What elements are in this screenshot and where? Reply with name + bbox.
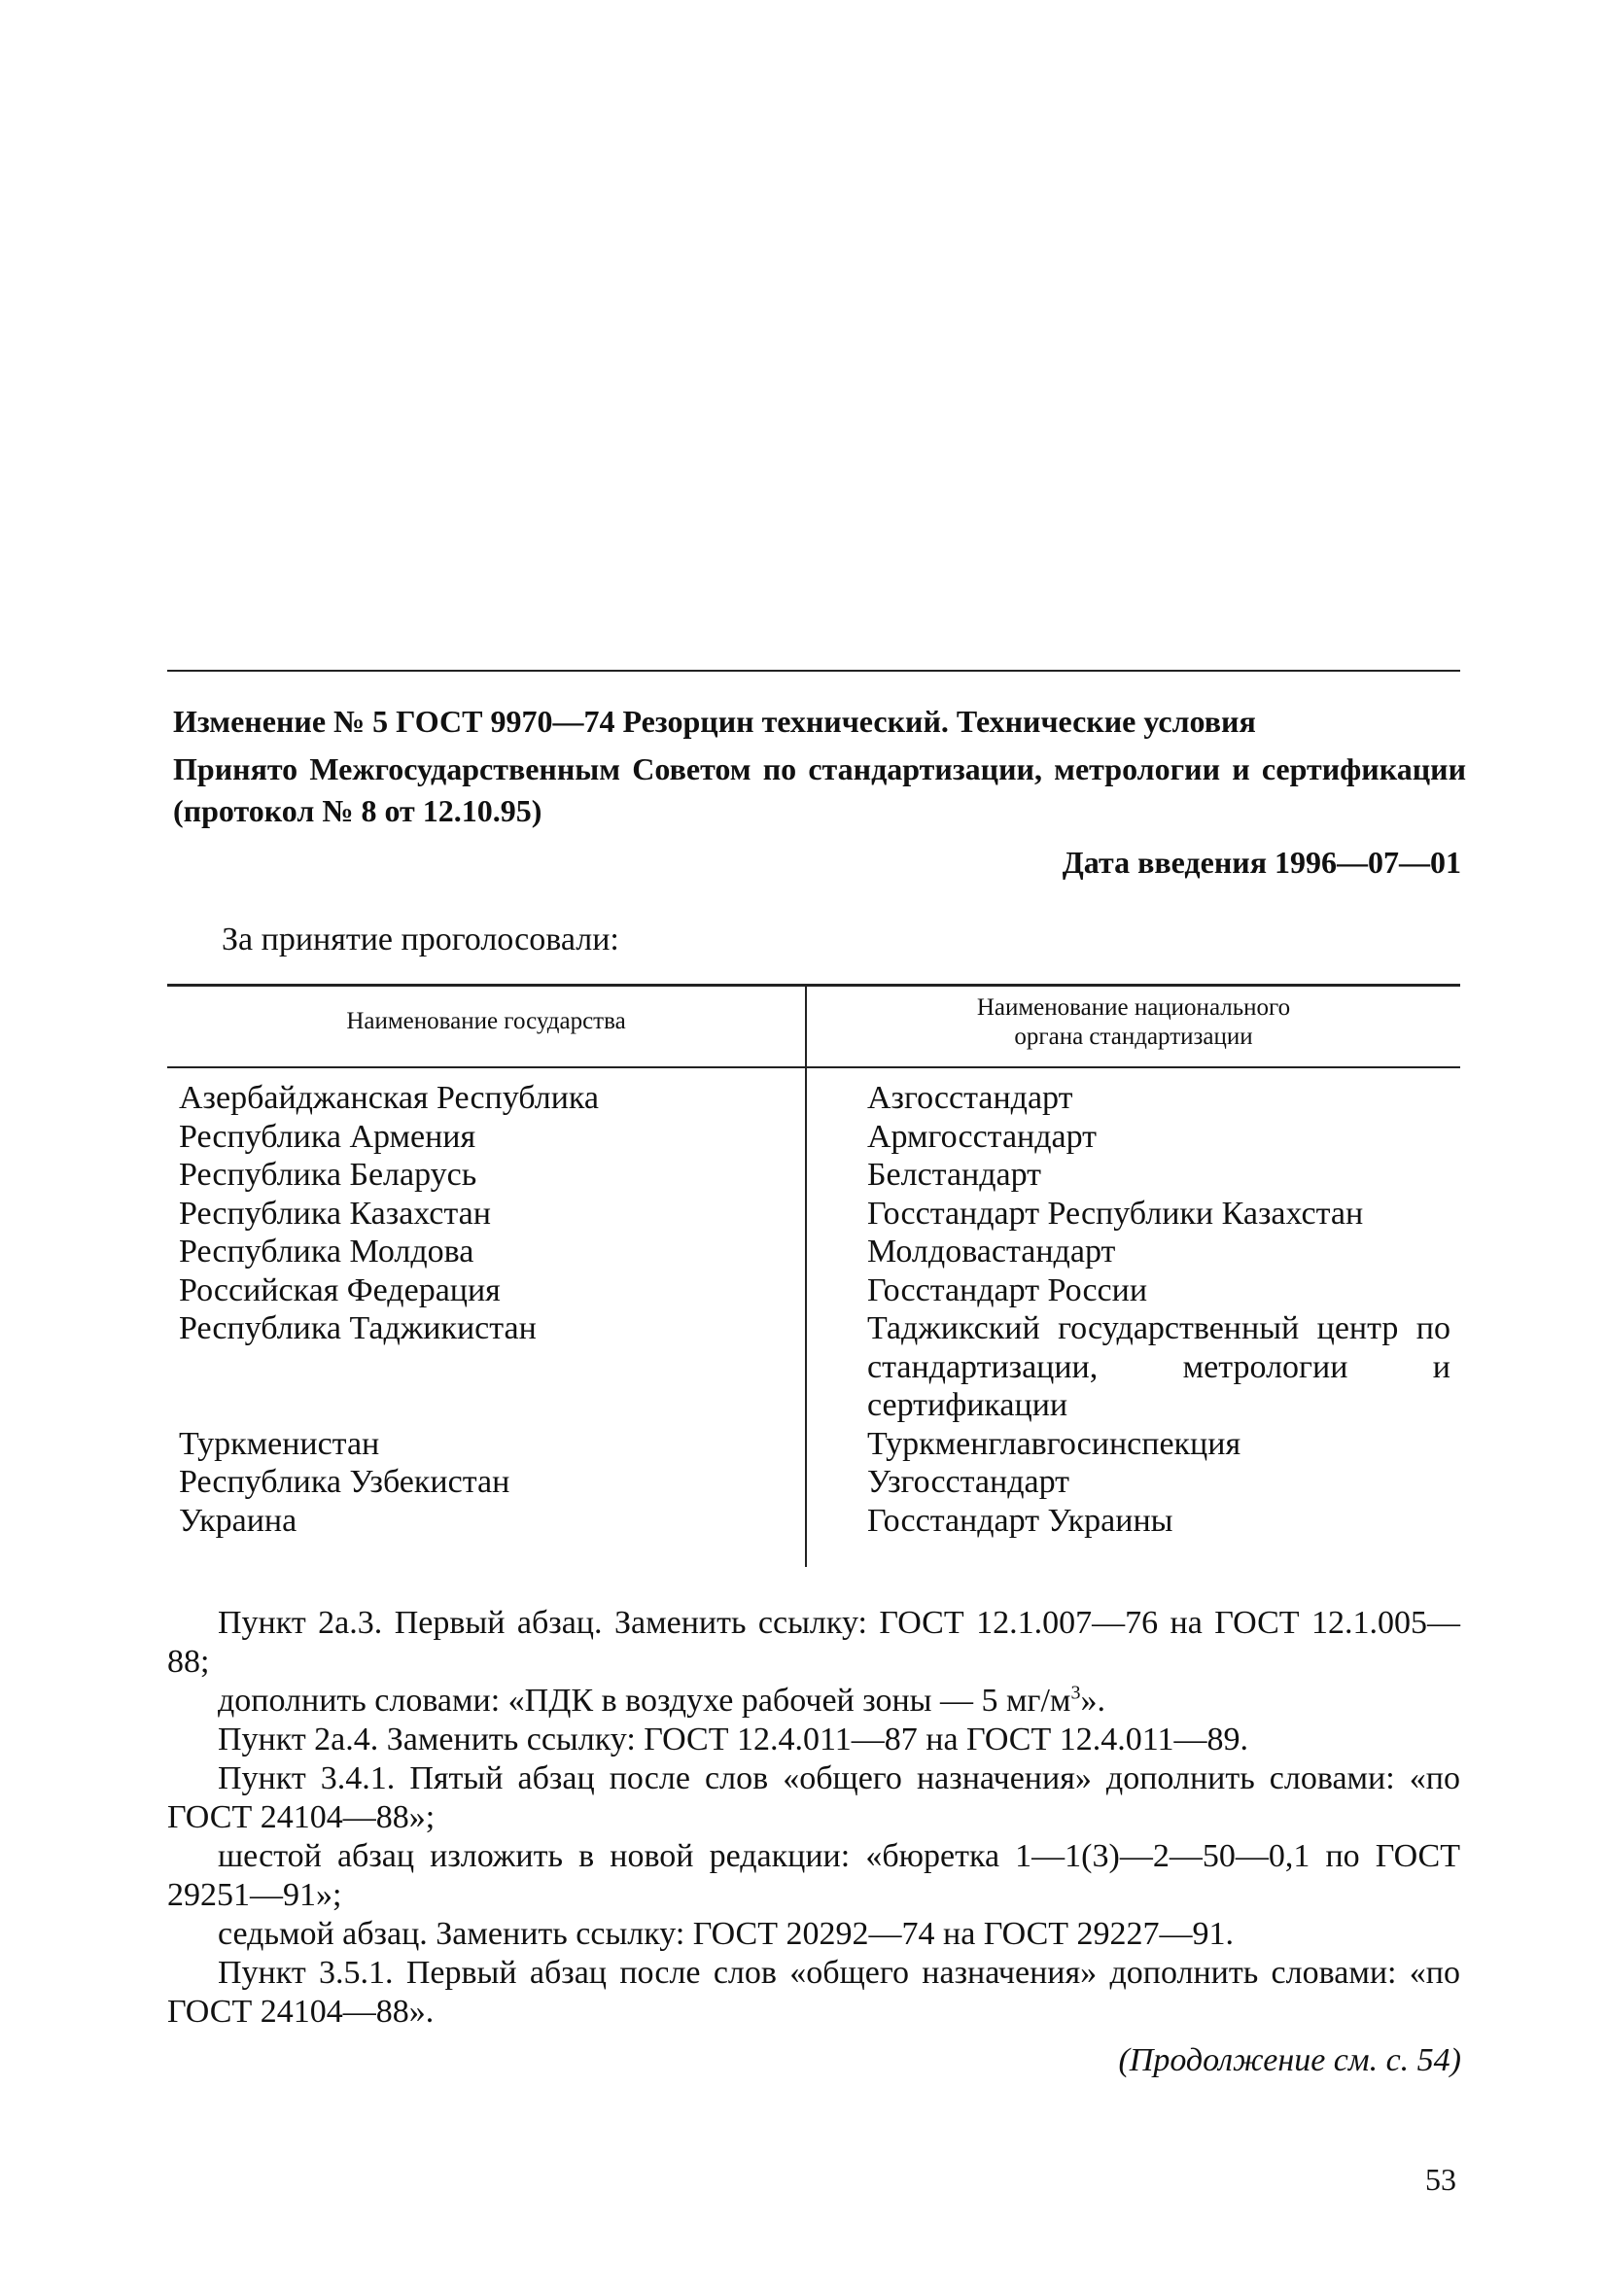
table-row-state: Республика Таджикистан [179,1310,537,1346]
paragraph: Пункт 2а.3. Первый абзац. Заменить ссылку: ГОСТ 12.1.007—76 на ГОСТ 12.1.005—88; [167,1605,1460,1680]
column-header-body-line1: Наименование национального [976,994,1291,1021]
column-header-body [807,993,1460,1052]
superscript: 3 [1070,1682,1081,1704]
amendment-body [167,1604,1460,2032]
column-header-body-line2: органа стандартизации [1014,1024,1253,1050]
table-header-rule [167,1066,1460,1068]
table-top-rule [167,984,1460,987]
table-row-body: Госстандарт России [867,1271,1148,1308]
table-row-body: Таджикский государственный центр по стандартизации, метрологии и сертификации [867,1310,1450,1423]
paragraph: седьмой абзац. Заменить ссылку: ГОСТ 20292—74 на ГОСТ 29227—91. [218,1916,1235,1952]
table-column-divider [805,984,807,1567]
paragraph: Пункт 3.4.1. Пятый абзац после слов «общего назначения» дополнить словами: «по ГОСТ 24104—88»; [167,1760,1460,1835]
table-row-body: Армгосстандарт [867,1118,1098,1155]
amendment-title: Изменение № 5 ГОСТ 9970—74 Резорцин технический. Технические условия [173,704,1256,739]
table-row-state: Азербайджанская Республика [179,1080,600,1116]
table-row-state: Туркменистан [179,1425,380,1462]
header-rule [167,670,1460,672]
page-number: 53 [1425,2162,1456,2197]
table-row-body: Госстандарт Республики Казахстан [867,1195,1364,1232]
paragraph: Пункт 2а.4. Заменить ссылку: ГОСТ 12.4.011—87 на ГОСТ 12.4.011—89. [218,1722,1248,1757]
table-row-body: Узгосстандарт [867,1464,1070,1500]
continuation-note: (Продолжение см. с. 54) [1118,2042,1461,2078]
table-row-body: Туркменглавгосинспекция [867,1425,1241,1462]
states-table [167,984,1460,1567]
adoption-statement: Принято Межгосударственным Советом по стандартизации, метрологии и сертификации (протокол № 8 от 12.10.95) [173,751,1466,828]
table-row-state: Республика Молдова [179,1234,474,1270]
table-row-state: Украина [179,1502,297,1539]
table-row-body: Белстандарт [867,1157,1042,1193]
effective-date: Дата введения 1996—07—01 [1062,845,1461,880]
bodies-column [867,1079,1450,1540]
paragraph: Пункт 3.5.1. Первый абзац после слов «общего назначения» дополнить словами: «по ГОСТ 24104—88». [167,1955,1460,2030]
paragraph: шестой абзац изложить в новой редакции: «бюретка 1—1(3)—2—50—0,1 по ГОСТ 29251—91»; [167,1838,1460,1913]
paragraph-text: ». [1080,1683,1105,1719]
voted-label: За принятие проголосовали: [222,922,619,957]
table-row-body: Азгосстандарт [867,1080,1073,1116]
table-row-body: Госстандарт Украины [867,1502,1173,1539]
paragraph [167,1682,1460,1721]
paragraph-text: дополнить словами: «ПДК в воздухе рабочей зоны — 5 мг/м [218,1683,1071,1719]
table-row-body: Молдовастандарт [867,1234,1116,1270]
table-row-state: Республика Армения [179,1118,476,1155]
table-row-state: Республика Узбекистан [179,1464,510,1500]
table-row-state: Республика Казахстан [179,1195,491,1232]
states-column [179,1079,791,1540]
table-row-state: Российская Федерация [179,1271,501,1308]
column-header-state: Наименование государства [346,1008,626,1034]
table-row-state: Республика Беларусь [179,1157,477,1193]
